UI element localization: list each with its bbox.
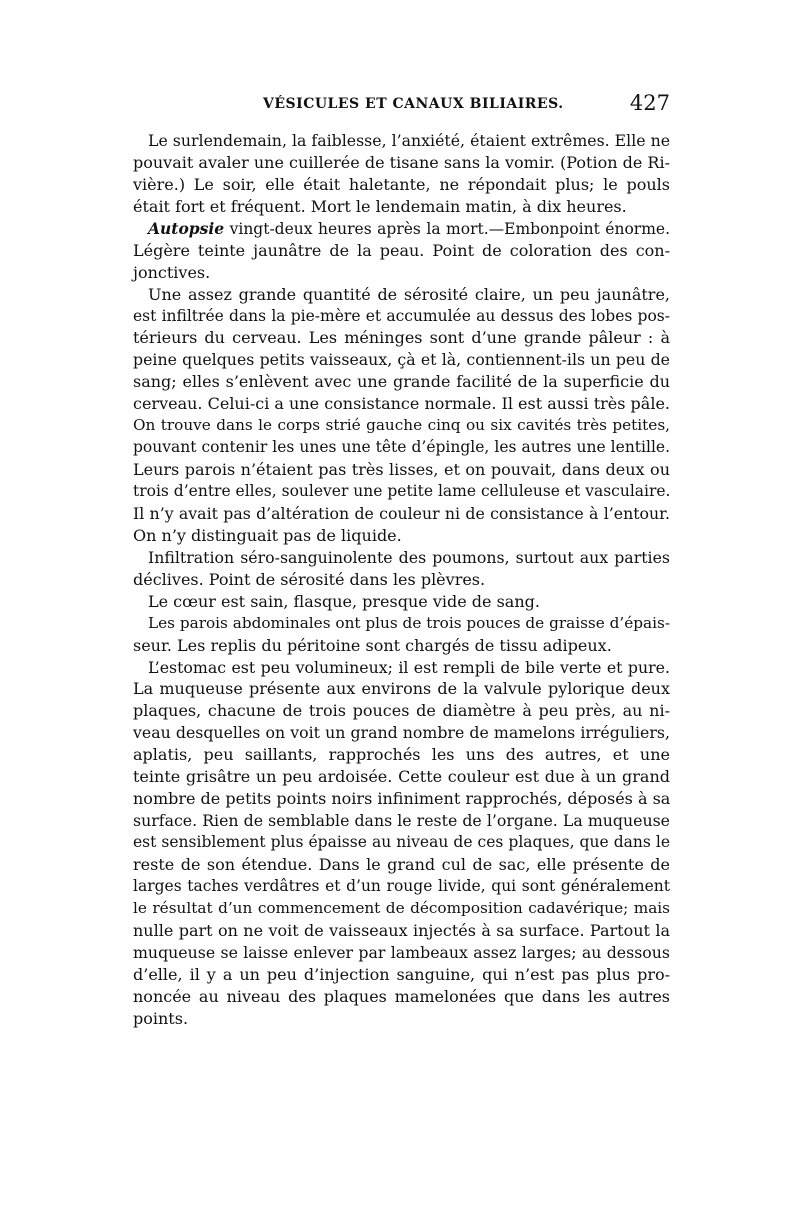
text-line: seur. Les replis du péritoine sont chargés de tissu adipeux. [133, 635, 612, 655]
text-line: veau desquelles on voit un grand nombre de mamelons irréguliers, [133, 723, 670, 743]
italic-lead: Autopsie [148, 218, 225, 238]
text-line: Infiltration séro-sanguinolente des poumons, surtout aux parties [148, 547, 670, 567]
text-line: Le surlendemain, la faiblesse, l’anxiété, étaient extrêmes. Elle ne [148, 131, 671, 150]
text-line: On trouve dans le corps strié gauche cinq ou six cavités très petites, [133, 416, 670, 435]
text-line: déclives. Point de sérosité dans les plèvres. [133, 569, 486, 589]
text-line: cerveau. Celui-ci a une consistance normale. Il est aussi très pâle. [133, 394, 670, 414]
text-line: d’elle, il y a un peu d’injection sanguine, qui n’est pas plus pro- [133, 964, 670, 984]
text-line: sang; elles s’enlèvent avec une grande facilité de la superficie du [133, 372, 670, 392]
text-line: larges taches verdâtres et d’un rouge livide, qui sont généralement [133, 876, 670, 895]
text-line: Une assez grande quantité de sérosité claire, un peu jaunâtre, [148, 284, 670, 304]
text-line: jonctives. [133, 262, 211, 282]
text-line: points. [133, 1008, 189, 1028]
text-line: est sensiblement plus épaisse au niveau de ces plaques, que dans le [133, 833, 670, 851]
text-line: Le cœur est sain, flasque, presque vide de sang. [148, 591, 540, 611]
text-line: muqueuse se laisse enlever par lambeaux assez larges; au dessous [133, 942, 670, 962]
text-line: plaques, chacune de trois pouces de diamètre à peu près, au ni- [133, 701, 670, 721]
text-line: Il n’y avait pas d’altération de couleur ni de consistance à l’entour. [133, 503, 670, 523]
text-line [133, 218, 670, 240]
page-number: 427 [629, 91, 670, 115]
text-line: pouvait avaler une cuillerée de tisane sans la vomir. (Potion de Ri- [133, 152, 670, 172]
text-line: nombre de petits points noirs infiniment rapprochés, déposés à sa [133, 789, 671, 809]
text-line: On n’y distinguait pas de liquide. [133, 525, 402, 545]
running-title: VÉSICULES ET CANAUX BILIAIRES. [263, 96, 564, 112]
body-text [133, 130, 670, 1070]
text-line: térieurs du cerveau. Les méninges sont d’une grande pâleur : à [133, 328, 670, 348]
text-line: le résultat d’un commencement de décomposition cadavérique; mais [133, 898, 670, 917]
text-line: noncée au niveau des plaques mamelonées que dans les autres [133, 986, 670, 1006]
text-line: Leurs parois n’étaient pas très lisses, et on pouvait, dans deux ou [133, 460, 670, 480]
running-header [133, 91, 670, 124]
text-line: aplatis, peu saillants, rapprochés les uns des autres, et une [133, 745, 670, 765]
text-line: vière.) Le soir, elle était haletante, ne répondait plus; le pouls [133, 174, 670, 194]
text-line: peine quelques petits vaisseaux, çà et là, contiennent-ils un peu de [133, 350, 670, 370]
text-line: Les parois abdominales ont plus de trois pouces de graisse d’épais- [148, 613, 670, 632]
line-tail: vingt-deux heures après la mort.—Embonpoint énorme. [224, 219, 670, 238]
text-line: était fort et fréquent. Mort le lendemain matin, à dix heures. [133, 196, 627, 216]
text-line: trois d’entre elles, soulever une petite lame celluleuse et vasculaire. [133, 482, 671, 500]
text-line: teinte grisâtre un peu ardoisée. Cette couleur est due à un grand [133, 767, 670, 787]
text-line: pouvant contenir les unes une tête d’épingle, les autres une lentille. [133, 438, 670, 457]
text-line: L’estomac est peu volumineux; il est rempli de bile verte et pure. [148, 657, 670, 677]
text-line: est infiltrée dans la pie-mère et accumulée au dessus des lobes pos- [133, 306, 670, 325]
text-line: surface. Rien de semblable dans le reste de l’organe. La muqueuse [133, 811, 670, 831]
text-line: reste de son étendue. Dans le grand cul de sac, elle présente de [133, 854, 670, 874]
text-line: Légère teinte jaunâtre de la peau. Point de coloration des con- [133, 240, 670, 260]
text-line: nulle part on ne voit de vaisseaux injectés à sa surface. Partout la [133, 920, 670, 940]
text-line: La muqueuse présente aux environs de la valvule pylorique deux [133, 679, 670, 699]
